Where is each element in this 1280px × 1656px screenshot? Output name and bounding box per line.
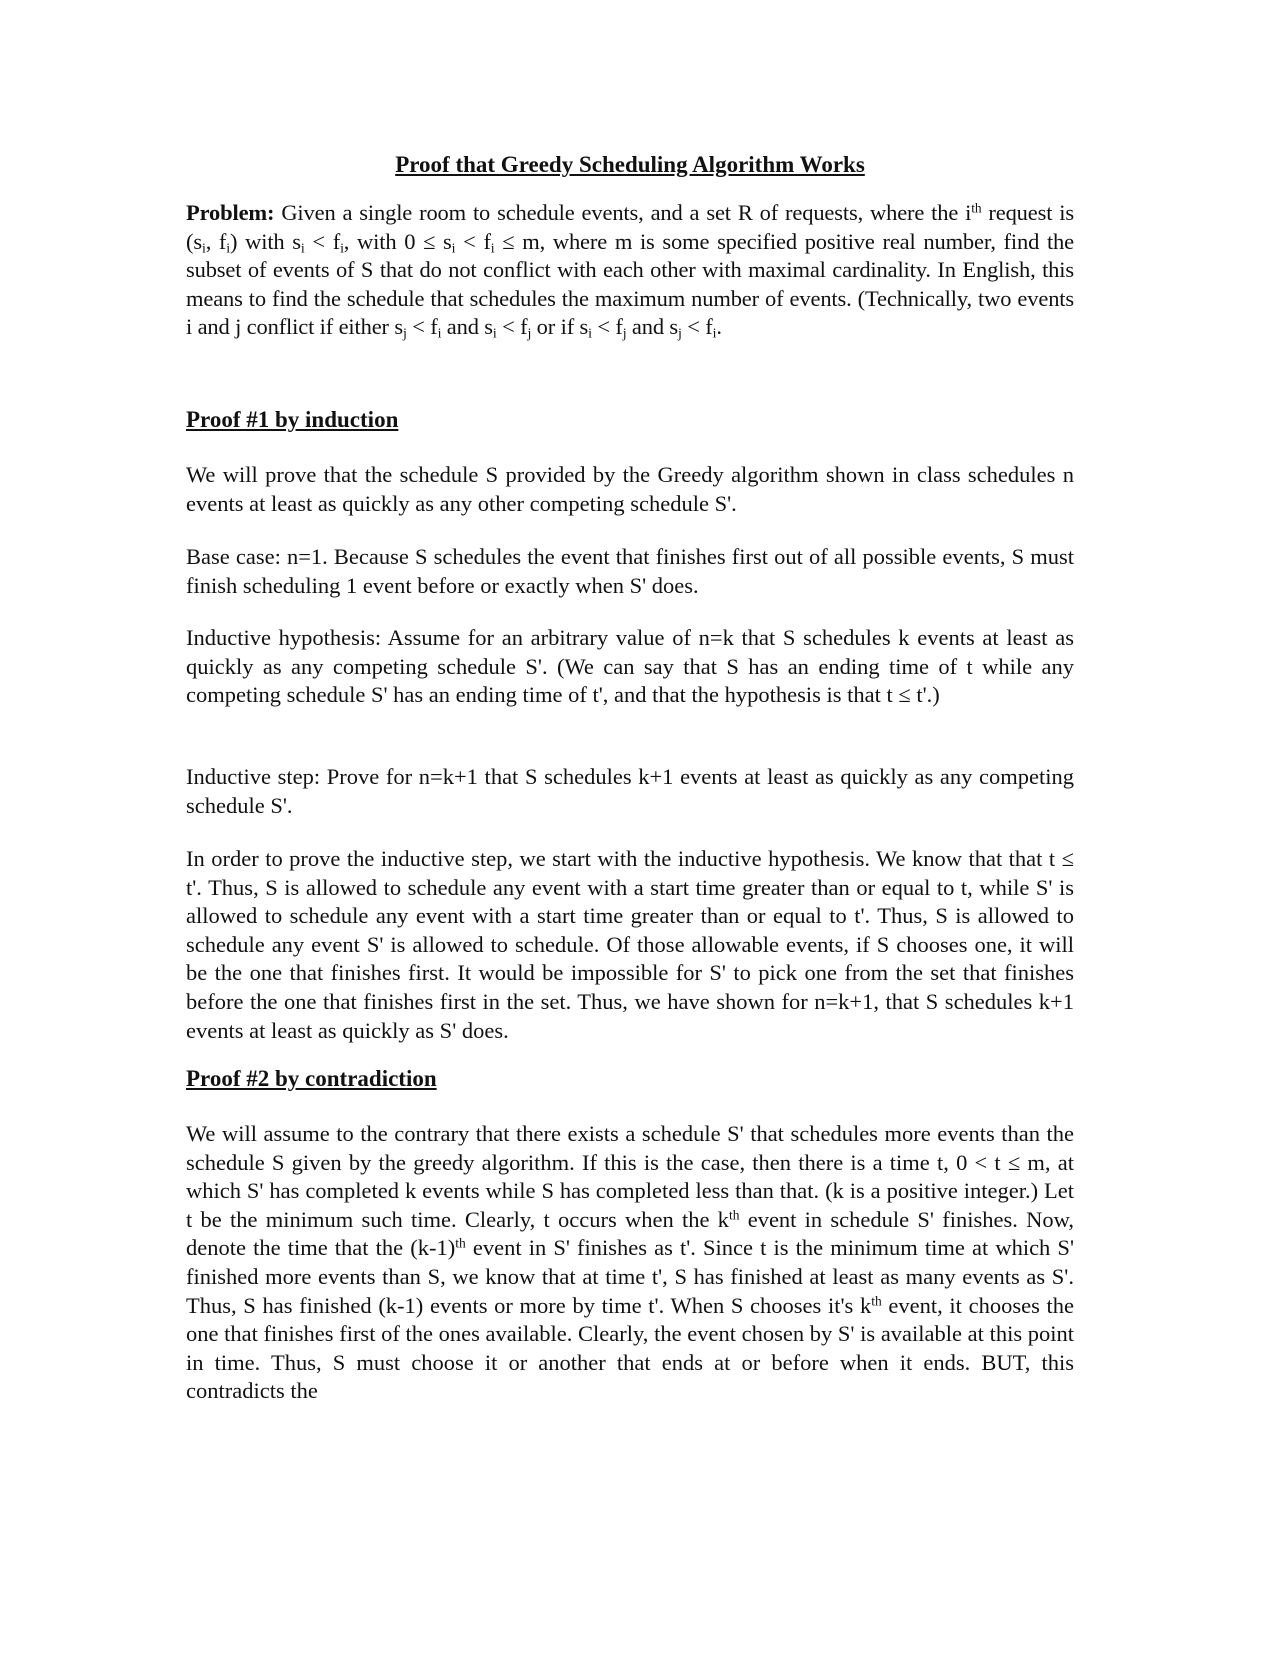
inductive-step-proof: In order to prove the inductive step, we start with the inductive hypothesis. We know that that t ≤ t'. Thus, S is allowed to schedule any event with a start time greater than or equal to t, while S' is allowed to schedule any event with a start time greater than or equal to t'. Thus, S is allowed to schedule any event S' is allowed to schedule. Of those allowable events, if S chooses one, it will be the one that finishes first. It would be impossible for S' to pick one from the set that finishes before the one that finishes first in the set. Thus, we have shown for n=k+1, that S schedules k+1 events at least as quickly as S' does.: [186, 846, 1074, 1043]
contradiction-paragraph: We will assume to the contrary that there exists a schedule S' that schedules more events than the schedule S given by the greedy algorithm. If this is the case, then there is a time t, 0 < t ≤ m, at which S' has completed k events while S has completed less than that. (k is a positive integer.) Let t be the minimum such time. Clearly, t occurs when the $k^{th}$ event in schedule S' finishes. Now, denote the time that the $(k-1)^{th}$ event in S' finishes as t'. Since t is the minimum time at which S' finished more events than S, we know that at time t', S has finished at least as many events as S'. Thus, S has finished (k-1) events or more by time t'. When S chooses it's $k^{th}$ event, it chooses the one that finishes first of the ones available. Clearly, the event chosen by S' is available at this point in time. Thus, S must choose it or another that ends at or before when it ends. BUT, this contradicts the: [186, 1121, 1074, 1404]
proof-1-heading: Proof #1 by induction: [186, 407, 399, 432]
problem-paragraph: Problem: Given a single room to schedule events, and a set R of requests, where the $i^{th}$ request is ($s_i$, $f_i$) with $s_i < f_i$, with $0 \le s_i < f_i \le m$, where m is some specified positive real number, find the subset of events of S that do not conflict with each other with maximal cardinality. In English, this means to find the schedule that schedules the maximum number of events. (Technically, two events i and j conflict if either $s_j < f_i$ and $s_i < f_j$ or if $s_i < f_j$ and $s_j < f_i$.: [186, 200, 1074, 342]
proof-1-intro: We will prove that the schedule S provided by the Greedy algorithm shown in class schedules n events at least as quickly as any other competing schedule S'.: [186, 462, 1074, 516]
inductive-step-paragraph: Inductive step: Prove for n=k+1 that S schedules k+1 events at least as quickly as any competing schedule S'.: [186, 764, 1074, 818]
base-case-paragraph: Base case: n=1. Because S schedules the event that finishes first out of all possible events, S must finish scheduling 1 event before or exactly when S' does.: [186, 544, 1074, 598]
document-title: Proof that Greedy Scheduling Algorithm Works: [395, 152, 865, 177]
problem-label: Problem:: [186, 200, 275, 225]
inductive-hypothesis-paragraph: Inductive hypothesis: Assume for an arbitrary value of n=k that S schedules k events at least as quickly as any competing schedule S'. (We can say that S has an ending time of t while any competing schedule S' has an ending time of t', and that the hypothesis is that t ≤ t'.): [186, 625, 1074, 708]
proof-2-heading: Proof #2 by contradiction: [186, 1066, 437, 1091]
